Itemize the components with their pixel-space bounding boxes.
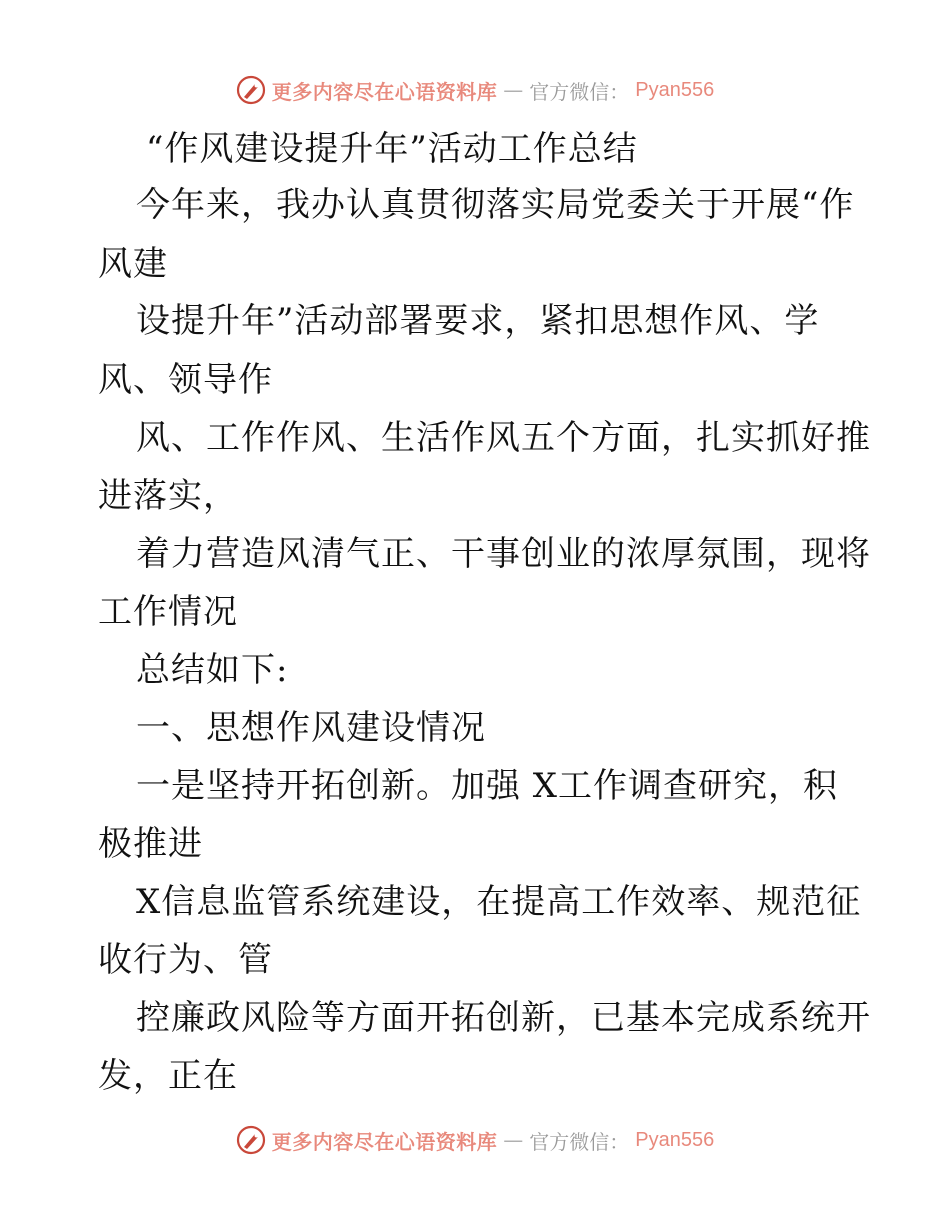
paragraph-line: 设提升年”活动部署要求，紧扣思想作风、学 bbox=[136, 301, 820, 341]
paragraph-line: 一是坚持开拓创新。加强 X工作调查研究，积 bbox=[136, 766, 839, 806]
paragraph-line: 工作情况 bbox=[98, 592, 238, 632]
paragraph-line: 风、工作作风、生活作风五个方面，扎实抓好推 bbox=[136, 418, 871, 458]
paragraph-line: 总结如下: bbox=[136, 650, 289, 690]
watermark-footer bbox=[0, 1120, 950, 1160]
paragraph-line: 进落实， bbox=[98, 476, 238, 516]
watermark-header bbox=[0, 70, 950, 110]
section-heading: 一、思想作风建设情况 bbox=[136, 708, 486, 748]
watermark-brand: 更多内容尽在心语资料库 bbox=[271, 79, 498, 104]
paragraph-line: X信息监管系统建设，在提高工作效率、规范征 bbox=[136, 882, 862, 922]
watermark-wechat-id: Pyan556 bbox=[635, 78, 715, 101]
watermark-wechat-id: Pyan556 bbox=[635, 1128, 715, 1151]
paragraph-line: 着力营造风清气正、干事创业的浓厚氛围，现将 bbox=[136, 534, 871, 574]
pen-nib-icon bbox=[236, 75, 266, 105]
watermark-separator: — bbox=[503, 1128, 524, 1152]
paragraph-line: 风建 bbox=[98, 244, 168, 284]
watermark-wechat-label: 官方微信： bbox=[529, 79, 630, 104]
paragraph-line: 极推进 bbox=[98, 824, 203, 864]
paragraph-line: 控廉政风险等方面开拓创新，已基本完成系统开 bbox=[136, 998, 871, 1038]
watermark-wechat-label: 官方微信： bbox=[529, 1129, 630, 1154]
watermark-separator: — bbox=[503, 78, 524, 102]
paragraph-line: 收行为、管 bbox=[98, 940, 273, 980]
paragraph-line: 发，正在 bbox=[98, 1056, 238, 1096]
pen-nib-icon bbox=[236, 1125, 266, 1155]
paragraph-line: 今年来，我办认真贯彻落实局党委关于开展“作 bbox=[136, 185, 855, 225]
paragraph-line: 风、领导作 bbox=[98, 360, 273, 400]
document-title: “作风建设提升年”活动工作总结 bbox=[146, 129, 638, 169]
watermark-brand: 更多内容尽在心语资料库 bbox=[271, 1129, 498, 1154]
